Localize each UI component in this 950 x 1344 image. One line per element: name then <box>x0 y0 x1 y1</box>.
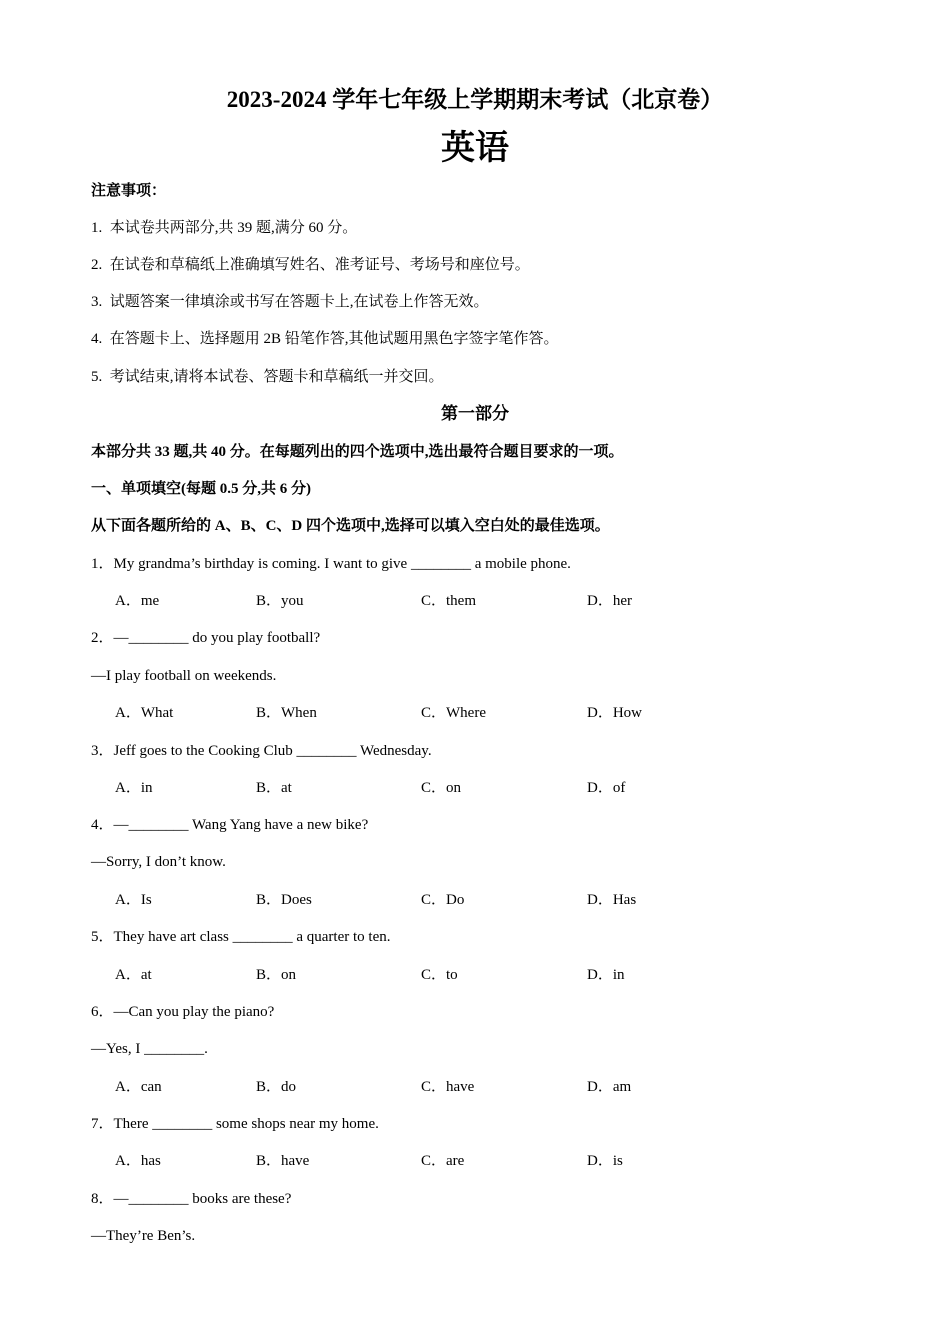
part-intro: 本部分共 33 题,共 40 分。在每题列出的四个选项中,选出最符合题目要求的一项。 <box>91 444 624 460</box>
question-stem: 4．—________ Wang Yang have a new bike? <box>91 817 369 833</box>
option-c: C．to <box>421 967 458 983</box>
option-a: A．me <box>115 593 160 609</box>
notice-item: 3. 试题答案一律填涂或书写在答题卡上,在试卷上作答无效。 <box>91 294 489 310</box>
notice-item: 1. 本试卷共两部分,共 39 题,满分 60 分。 <box>91 220 358 236</box>
subject-title: 英语 <box>441 130 509 167</box>
option-b: B．at <box>256 780 292 796</box>
option-a: A．can <box>115 1079 162 1095</box>
question-stem: 5．They have art class ________ a quarter to ten. <box>91 929 391 945</box>
option-a: A．at <box>115 967 152 983</box>
option-d: D．in <box>587 967 625 983</box>
option-b: B．you <box>256 593 304 609</box>
option-b: B．When <box>256 705 317 721</box>
option-b: B．Does <box>256 892 312 908</box>
option-b: B．on <box>256 967 297 983</box>
option-c: C．have <box>421 1079 475 1095</box>
option-a: A．What <box>115 705 174 721</box>
notice-item: 2. 在试卷和草稿纸上准确填写姓名、准考证号、考场号和座位号。 <box>91 257 530 273</box>
option-d: D．How <box>587 705 642 721</box>
option-d: D．is <box>587 1153 623 1169</box>
option-c: C．are <box>421 1153 465 1169</box>
option-d: D．am <box>587 1079 632 1095</box>
page-title: 2023-2024 学年七年级上学期期末考试（北京卷） <box>226 87 724 112</box>
part-heading: 第一部分 <box>441 404 509 423</box>
option-d: D．of <box>587 780 626 796</box>
option-a: A．has <box>115 1153 161 1169</box>
question-dialogue: —I play football on weekends. <box>91 668 277 684</box>
option-c: C．Where <box>421 705 486 721</box>
question-stem: 8．—________ books are these? <box>91 1191 292 1207</box>
notice-item: 4. 在答题卡上、选择题用 2B 铅笔作答,其他试题用黑色字签字笔作答。 <box>91 331 559 347</box>
question-dialogue: —Sorry, I don’t know. <box>91 854 226 870</box>
option-a: A．Is <box>115 892 152 908</box>
option-c: C．Do <box>421 892 465 908</box>
question-stem: 1．My grandma’s birthday is coming. I want to give ________ a mobile phone. <box>91 556 571 572</box>
option-a: A．in <box>115 780 153 796</box>
question-stem: 3．Jeff goes to the Cooking Club ________ Wednesday. <box>91 743 432 759</box>
option-c: C．them <box>421 593 476 609</box>
option-b: B．have <box>256 1153 310 1169</box>
notice-heading: 注意事项： <box>91 183 167 199</box>
question-stem: 6．—Can you play the piano? <box>91 1004 275 1020</box>
option-c: C．on <box>421 780 462 796</box>
option-d: D．Has <box>587 892 637 908</box>
section-instruction: 从下面各题所给的 A、B、C、D 四个选项中,选择可以填入空白处的最佳选项。 <box>91 518 610 534</box>
question-stem: 2．—________ do you play football? <box>91 630 321 646</box>
option-b: B．do <box>256 1079 297 1095</box>
question-dialogue: —Yes, I ________. <box>91 1041 208 1057</box>
notice-item: 5. 考试结束,请将本试卷、答题卡和草稿纸一并交回。 <box>91 369 444 385</box>
question-stem: 7．There ________ some shops near my home. <box>91 1116 379 1132</box>
question-dialogue: —They’re Ben’s. <box>91 1228 196 1244</box>
option-d: D．her <box>587 593 632 609</box>
section-title: 一、单项填空(每题 0.5 分,共 6 分) <box>91 481 311 497</box>
